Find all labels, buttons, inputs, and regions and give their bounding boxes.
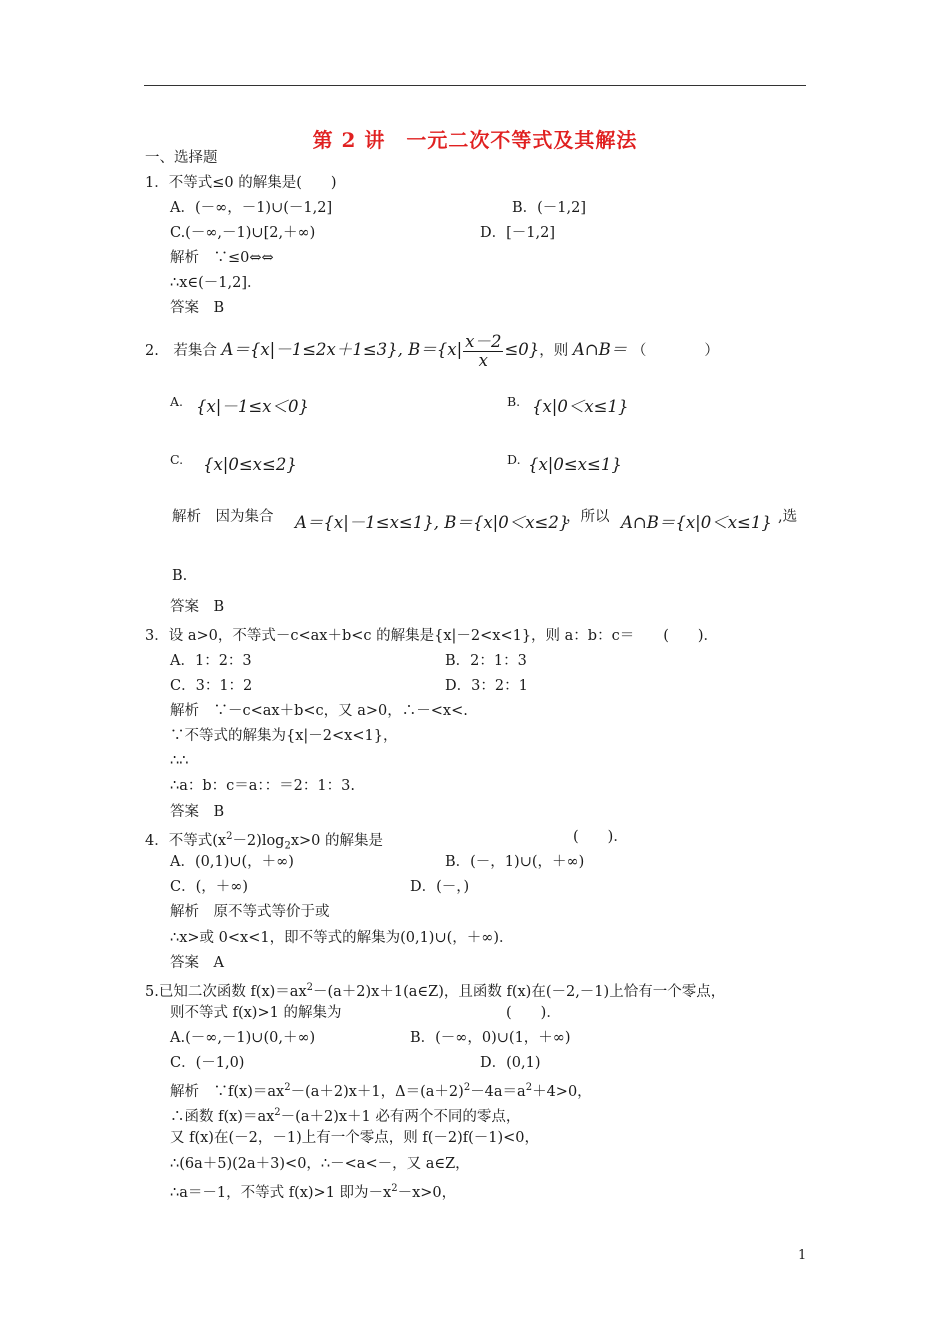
q4-option-d: D．(－，) [410, 879, 470, 895]
q3-answer: 答案 B [170, 804, 225, 820]
q2-stem [145, 328, 719, 373]
q2-option-b-label: B. [507, 394, 521, 409]
q2-set-b-tail: ≤0} [504, 340, 540, 359]
q3-solution-1: 解析 ∵－c<ax＋b<c，又 a>0，∴－<x<. [170, 703, 468, 719]
q2-solution-sets: A＝{x|－1≤x≤1}, B＝{x|0＜x≤2} [295, 513, 570, 532]
q5-option-d: D．(0,1) [480, 1055, 541, 1071]
q5-solution-1-exp-2: 2 [463, 1082, 471, 1093]
q2-answer: 答案 B [170, 599, 225, 615]
q5-solution-5-exponent: 2 [391, 1183, 398, 1194]
q3-option-a: A．1：2：3 [170, 653, 252, 669]
q5-option-b: B．(－∞，0)∪(1，＋∞) [410, 1030, 571, 1046]
q5-stem-1 [145, 978, 725, 1002]
q1-option-d: D．[－1,2] [480, 225, 555, 241]
q4-stem-prefix: 4．不等式(x [145, 832, 227, 849]
q4-stem-suffix: x>0 的解集是 [290, 832, 384, 849]
q2-option-c: {x|0≤x≤2} [203, 455, 297, 474]
q1-option-a: A．(－∞，－1)∪(－1,2] [170, 200, 333, 216]
q4-stem-mid: －2)log [232, 832, 285, 849]
q5-solution-2 [170, 1103, 520, 1127]
q3-solution-2: ∵不等式的解集为{x|－2<x<1}， [170, 728, 398, 744]
q1-solution-2: ∴x∈(－1,2]． [170, 275, 262, 291]
q5-solution-1-suffix: ＋4>0， [532, 1083, 592, 1100]
q5-option-a: A.(－∞,－1)∪(0,＋∞) [170, 1030, 316, 1046]
q4-option-c: C．(，＋∞) [170, 879, 248, 895]
q5-stem-paren: ( )． [506, 1005, 561, 1021]
q4-option-b: B．(－，1)∪(，＋∞) [445, 854, 585, 870]
q5-solution-1-prefix: 解析 ∵f(x)＝ax [170, 1083, 285, 1100]
q5-option-c: C．(－1,0) [170, 1055, 245, 1071]
q1-stem: 1．不等式≤0 的解集是( ) [145, 175, 337, 191]
q2-option-a-label: A. [170, 394, 184, 409]
q2-solution-suffix: ,选 [778, 509, 798, 525]
q4-stem-exponent: 2 [226, 831, 233, 842]
page-title: 第 2 讲 一元二次不等式及其解法 [312, 128, 638, 152]
q5-solution-5-suffix: －x>0， [397, 1184, 457, 1201]
q5-solution-1-mid-2: －4a＝a [470, 1083, 526, 1100]
q5-solution-2-prefix: ∴函数 f(x)＝ax [170, 1108, 275, 1125]
q4-solution-1: 解析 原不等式等价于或 [170, 904, 330, 920]
q5-stem-2: 则不等式 f(x)>1 的解集为 [170, 1005, 342, 1021]
q5-solution-4: ∴(6a＋5)(2a＋3)<0，∴－<a<－，又 a∈Z， [170, 1156, 470, 1172]
q4-stem-paren: ( )． [573, 829, 628, 845]
q5-solution-3: 又 f(x)在(－2，－1)上有一个零点，则 f(－2)f(－1)<0， [170, 1130, 540, 1146]
q2-option-c-label: C. [170, 452, 184, 467]
header-rule [144, 85, 806, 86]
q5-solution-5-prefix: ∴a＝－1，不等式 f(x)>1 即为－x [170, 1184, 392, 1201]
section-heading: 一、选择题 [145, 150, 218, 166]
q2-option-b: {x|0＜x≤1} [532, 397, 629, 416]
q1-answer: 答案 B [170, 300, 225, 316]
q1-solution-1: 解析 ∵≤0⇔⇔ [170, 250, 274, 266]
q1-option-b: B．(－1,2] [512, 200, 587, 216]
q4-solution-2: ∴x>或 0<x<1，即不等式的解集为(0,1)∪(，＋∞)． [170, 930, 514, 946]
q2-fraction-denominator: x [478, 350, 488, 370]
q5-solution-1-exp-1: 2 [284, 1082, 291, 1093]
q5-solution-5 [170, 1179, 456, 1203]
q5-solution-2-exponent: 2 [274, 1107, 281, 1118]
q4-option-a: A．(0,1)∪(，＋∞) [170, 854, 294, 870]
q5-stem-1-prefix: 5.已知二次函数 f(x)＝ax [145, 983, 307, 1000]
q2-set-a: A＝{x|－1≤2x＋1≤3}, B＝{x| [221, 340, 463, 359]
page-number: 1 [798, 1248, 807, 1263]
q5-stem-1-exponent: 2 [306, 982, 313, 993]
q5-solution-1-exp-3: 2 [525, 1082, 533, 1093]
q3-stem: 3．设 a>0，不等式－c<ax＋b<c 的解集是{x|－2<x<1}，则 a：b：c＝ ( )． [145, 628, 719, 644]
q3-solution-4: ∴a：b：c＝a：：＝2：1：3. [170, 778, 355, 794]
q2-stem-expression: A∩B＝ [572, 340, 628, 359]
q2-stem-prefix: 2. 若集合 [145, 343, 217, 359]
q2-fraction [463, 333, 503, 370]
q2-option-a: {x|－1≤x＜0} [196, 397, 309, 416]
q2-solution-prefix: 解析 因为集合 [172, 509, 274, 525]
q5-solution-1 [170, 1078, 592, 1102]
q1-option-c: C.(－∞,－1)∪[2,＋∞) [170, 225, 316, 241]
q3-solution-3: ∴∴ [170, 753, 189, 769]
q2-fraction-numerator: x－2 [465, 331, 502, 351]
q3-option-d: D．3：2：1 [445, 678, 528, 694]
q2-solution-mid: ，所以 [566, 509, 610, 525]
q2-stem-mid: ，则 [539, 343, 569, 359]
q3-option-b: B．2：1：3 [445, 653, 527, 669]
q4-answer: 答案 A [170, 955, 224, 971]
q3-option-c: C．3：1：2 [170, 678, 253, 694]
q2-option-d: {x|0≤x≤1} [528, 455, 622, 474]
q5-solution-2-suffix: －(a＋2)x＋1 必有两个不同的零点， [280, 1108, 521, 1125]
q2-stem-paren: （ ） [631, 343, 719, 359]
q5-stem-1-suffix: －(a＋2)x＋1(a∈Z)，且函数 f(x)在(－2,－1)上恰有一个零点， [313, 983, 726, 1000]
q2-solution-choice: B. [172, 568, 188, 584]
q2-solution-intersection: A∩B＝{x|0＜x≤1} [621, 513, 772, 532]
q4-stem-log-base: 2 [284, 840, 291, 852]
q5-solution-1-mid: －(a＋2)x＋1，Δ＝(a＋2) [290, 1083, 464, 1100]
q2-option-d-label: D. [507, 452, 521, 467]
